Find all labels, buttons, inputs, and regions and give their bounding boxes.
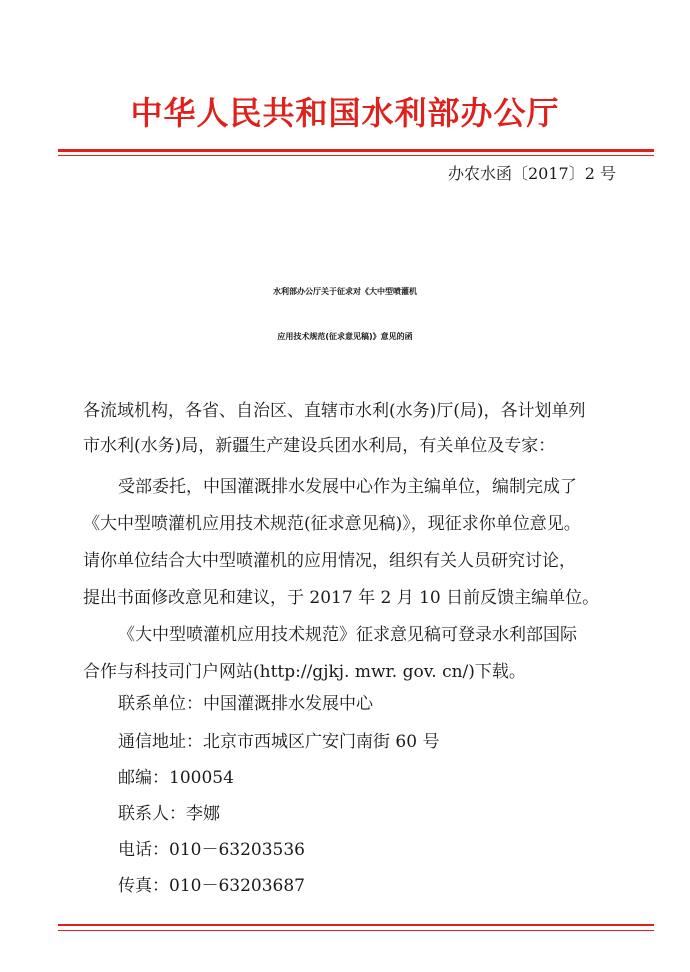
contact-person: 联系人：李娜 <box>118 804 220 824</box>
document-title-line-2: 应用技术规范(征求意见稿)》意见的函 <box>277 332 413 341</box>
paragraph-2-line-1: 《大中型喷灌机应用技术规范》征求意见稿可登录水利部国际 <box>118 625 577 645</box>
document-title-line-1: 水利部办公厅关于征求对《大中型喷灌机 <box>273 287 417 296</box>
letterhead-title: 中华人民共和国水利部办公厅 <box>130 94 560 132</box>
contact-phone: 电话：010－63203536 <box>118 840 305 860</box>
contact-address: 通信地址：北京市西城区广安门南街 60 号 <box>118 732 440 752</box>
letterhead-rule-thin <box>58 155 654 156</box>
paragraph-1-line-4: 提出书面修改意见和建议，于 2017 年 2 月 10 日前反馈主编单位。 <box>83 588 600 608</box>
paragraph-1-line-3: 请你单位结合大中型喷灌机的应用情况，组织有关人员研究讨论， <box>83 551 576 571</box>
contact-postcode: 邮编：100054 <box>118 768 234 788</box>
contact-unit: 联系单位：中国灌溉排水发展中心 <box>118 694 373 714</box>
letterhead-rule-thick <box>58 149 654 152</box>
footer-rule-thick <box>58 924 654 926</box>
addressee-line-2: 市水利(水务)局，新疆生产建设兵团水利局，有关单位及专家： <box>83 436 556 456</box>
contact-fax: 传真：010－63203687 <box>118 876 305 896</box>
addressee-line-1: 各流域机构，各省、自治区、直辖市水利(水务)厅(局)，各计划单列 <box>83 401 586 421</box>
footer-rule-thin <box>58 930 654 931</box>
paragraph-2-line-2: 合作与科技司门户网站(http://gjkj. mwr. gov. cn/)下载。 <box>83 662 526 682</box>
paragraph-1-line-1: 受部委托，中国灌溉排水发展中心作为主编单位，编制完成了 <box>118 477 577 497</box>
paragraph-1-line-2: 《大中型喷灌机应用技术规范(征求意见稿)》，现征求你单位意见。 <box>83 514 581 534</box>
document-number: 办农水函〔2017〕2 号 <box>448 164 616 183</box>
